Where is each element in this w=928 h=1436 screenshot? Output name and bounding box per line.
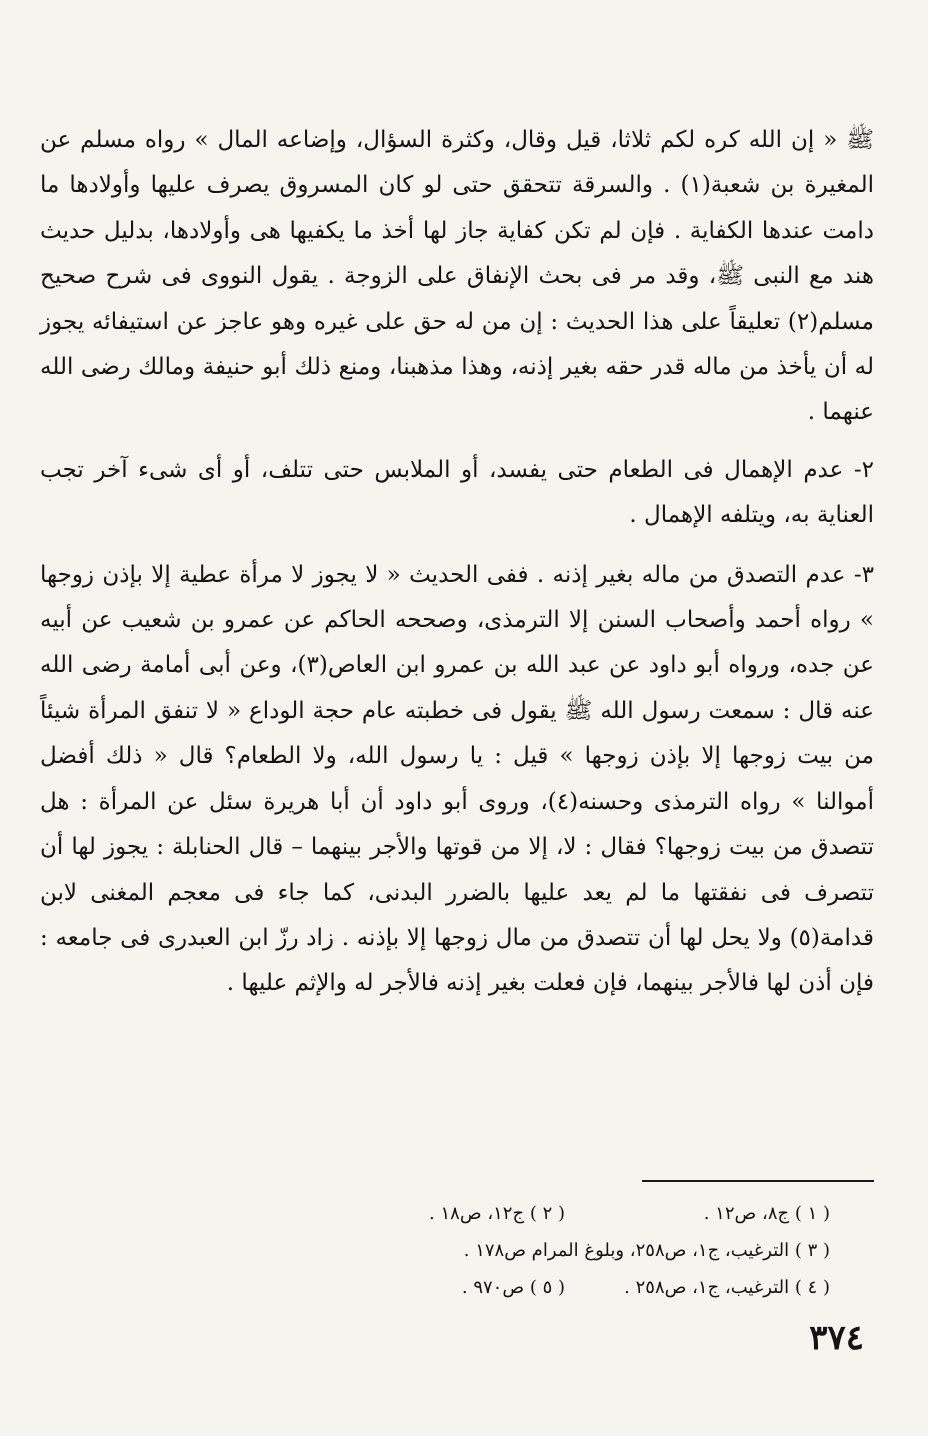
paragraph-2: ٢- عدم الإهمال فى الطعام حتى يفسد، أو الملابس حتى تتلف، أو أى شىء آخر تجب العناية به، ويتلفه الإهمال . bbox=[40, 456, 874, 529]
footnote-row-3 bbox=[300, 1269, 830, 1306]
footnote-3: ( ٣ ) الترغيب، ج١، ص٢٥٨، وبلوغ المرام ص١٧٨ . bbox=[463, 1240, 830, 1261]
page-number: ٣٧٤ bbox=[809, 1318, 864, 1358]
footnote-1: ( ١ ) ج٨، ص١٢ . bbox=[703, 1203, 830, 1224]
footnote-row-1 bbox=[300, 1195, 830, 1232]
paragraph-3: ٣- عدم التصدق من ماله بغير إذنه . ففى الحديث « لا يجوز لا مرأة عطية إلا بإذن زوجها » رواه أحمد وأصحاب السنن إلا الترمذى، وصححه الحاكم عن عمرو بن شعيب عن أبيه عن جده، ورواه أبو داود عن عبد الله بن عمرو ابن العاص(٣)، وعن أبى أمامة رضى الله عنه قال : سمعت رسول الله ﷺ يقول فى خطبته عام حجة الوداع « لا تنفق المرأة شيئاً من بيت زوجها إلا بإذن زوجها » قيل : يا رسول الله، ولا الطعام؟ قال « ذلك أفضل أموالنا » رواه الترمذى وحسنه(٤)، وروى أبو داود أن أبا هريرة سئل عن المرأة : هل تتصدق من بيت زوجها؟ فقال : لا، إلا من قوتها والأجر بينهما – قال الحنابلة : يجوز لها أن تتصرف فى نفقتها ما لم يعد عليها بالضرر البدنى، كما جاء فى معجم المغنى لابن قدامة(٥) ولا يحل لها أن تتصدق من مال زوجها إلا بإذنه . زاد رزّ ابن العبدرى فى جامعه : فإن أذن لها فالأجر بينهما، فإن فعلت بغير إذنه فالأجر له والإثم عليها . bbox=[40, 561, 874, 997]
footnote-2: ( ٢ ) ج١٢، ص١٨ . bbox=[429, 1203, 565, 1224]
footnote-divider bbox=[642, 1180, 874, 1182]
paragraph-1: ﷺ « إن الله كره لكم ثلاثا، قيل وقال، وكثرة السؤال، وإضاعه المال » رواه مسلم عن المغيرة بن شعبة(١) . والسرقة تتحقق حتى لو كان المسروق يصرف عليها وأولادها ما دامت عندها الكفاية . فإن لم تكن كفاية جاز لها أخذ ما يكفيها هى وأولادها، بدليل حديث هند مع النبى ﷺ، وقد مر فى بحث الإنفاق على الزوجة . يقول النووى فى شرح صحيح مسلم(٢) تعليقاً على هذا الحديث : إن من له حق على غيره وهو عاجز عن استيفائه يجوز له أن يأخذ من ماله قدر حقه بغير إذنه، وهذا مذهبنا، ومنع ذلك أبو حنيفة ومالك رضى الله عنهما . bbox=[40, 127, 874, 426]
footnote-4: ( ٤ ) الترغيب، ج١، ص٢٥٨ . bbox=[624, 1277, 830, 1298]
main-text bbox=[40, 118, 874, 1007]
footnote-5: ( ٥ ) ص٩٧٠ . bbox=[461, 1277, 565, 1298]
footnote-row-2 bbox=[300, 1232, 830, 1269]
footnotes bbox=[300, 1195, 830, 1306]
